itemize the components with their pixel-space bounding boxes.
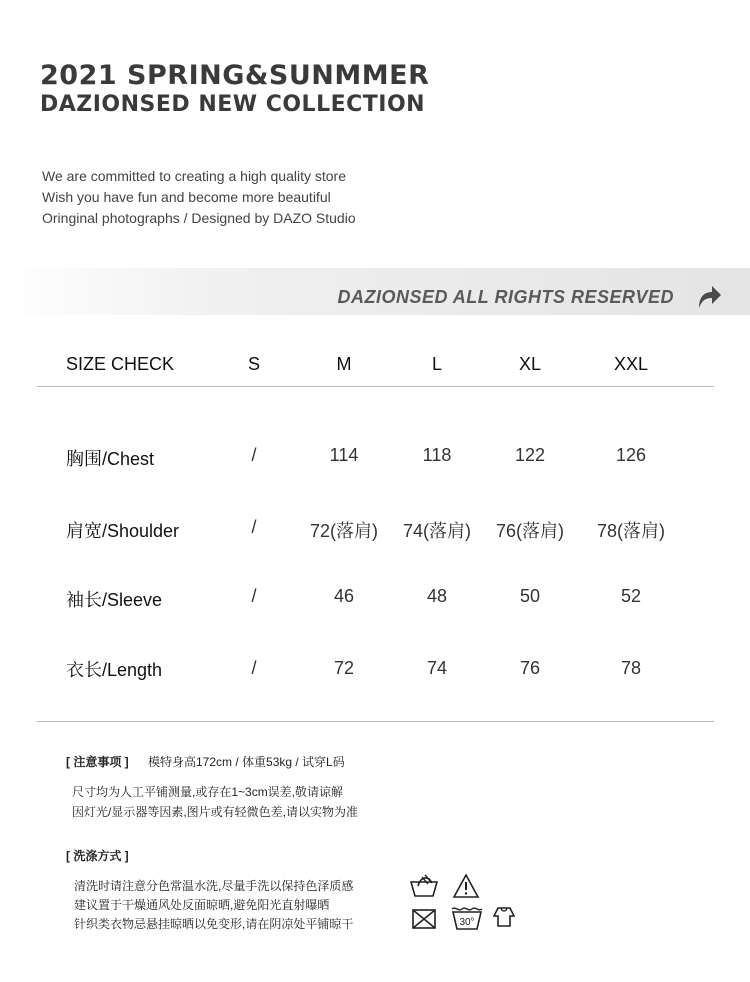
row-label-length: 衣长/Length (66, 660, 163, 680)
size-header-xl: XL (518, 354, 542, 374)
table-cell: 76 (519, 658, 541, 678)
tagline-3: Oringinal photographs / Designed by DAZO Studio (42, 210, 356, 226)
table-cell: 126 (615, 445, 647, 465)
model-info: 模特身高172cm / 体重53kg / 试穿L码 (148, 755, 345, 769)
washing-line-3: 针织类衣物忌悬挂晾晒以免变形,请在阴凉处平铺晾干 (74, 917, 354, 931)
table-cell: 46 (333, 586, 355, 606)
table-cell: 122 (514, 445, 546, 465)
no-tumble-dry-icon (410, 906, 438, 932)
iron-icon (490, 904, 518, 930)
hand-wash-icon (408, 872, 440, 900)
washing-line-1: 清洗时请注意分色常温水洗,尽量手洗以保持色泽质感 (74, 879, 354, 893)
size-header-l: L (431, 354, 443, 374)
table-cell: 118 (422, 445, 452, 465)
notes-line-1: 尺寸均为人工平铺测量,或存在1~3cm误差,敬请谅解 (72, 785, 344, 799)
size-header-s: S (247, 354, 261, 374)
table-cell: 78 (620, 658, 642, 678)
table-cell: 52 (620, 586, 642, 606)
table-cell: 74(落肩) (402, 521, 472, 541)
table-cell: 78(落肩) (596, 521, 666, 541)
size-header-xxl: XXL (613, 354, 649, 374)
title-line-1: 2021 SPRING&SUNMMER (40, 60, 430, 91)
table-cell: / (251, 658, 257, 678)
table-cell: 72(落肩) (309, 521, 379, 541)
row-label-chest: 胸围/Chest (66, 449, 155, 469)
size-check-title: SIZE CHECK (66, 354, 175, 374)
rights-reserved-text: DAZIONSED ALL RIGHTS RESERVED (337, 287, 674, 307)
table-cell: 74 (426, 658, 448, 678)
row-label-shoulder: 肩宽/Shoulder (66, 521, 180, 541)
notes-line-2: 因灯光/显示器等因素,图片或有轻微色差,请以实物为准 (72, 805, 359, 819)
wash-temp-label: 30° (459, 917, 475, 928)
notes-heading: [ 注意事项 ] (66, 755, 129, 769)
share-arrow-icon (696, 282, 722, 310)
table-cell: 114 (329, 445, 359, 465)
table-cell: 50 (519, 586, 541, 606)
washing-heading: [ 洗涤方式 ] (66, 849, 129, 863)
wash-30-icon (450, 904, 484, 932)
table-cell: 76(落肩) (495, 521, 565, 541)
washing-line-2: 建议置于干燥通风处反面晾晒,避免阳光直射曝晒 (74, 898, 330, 912)
table-cell: 48 (426, 586, 448, 606)
table-top-rule (37, 386, 714, 387)
warning-icon (452, 873, 480, 899)
tagline-2: Wish you have fun and become more beautiful (42, 189, 331, 205)
size-header-m: M (336, 354, 352, 374)
table-cell: / (251, 445, 257, 465)
tagline-1: We are committed to creating a high quality store (42, 168, 347, 184)
table-cell: / (251, 586, 257, 606)
row-label-sleeve: 袖长/Sleeve (66, 590, 163, 610)
table-cell: 72 (333, 658, 355, 678)
table-cell: / (251, 517, 257, 537)
title-line-2: DAZIONSED NEW COLLECTION (40, 92, 426, 117)
table-bottom-rule (37, 721, 714, 722)
